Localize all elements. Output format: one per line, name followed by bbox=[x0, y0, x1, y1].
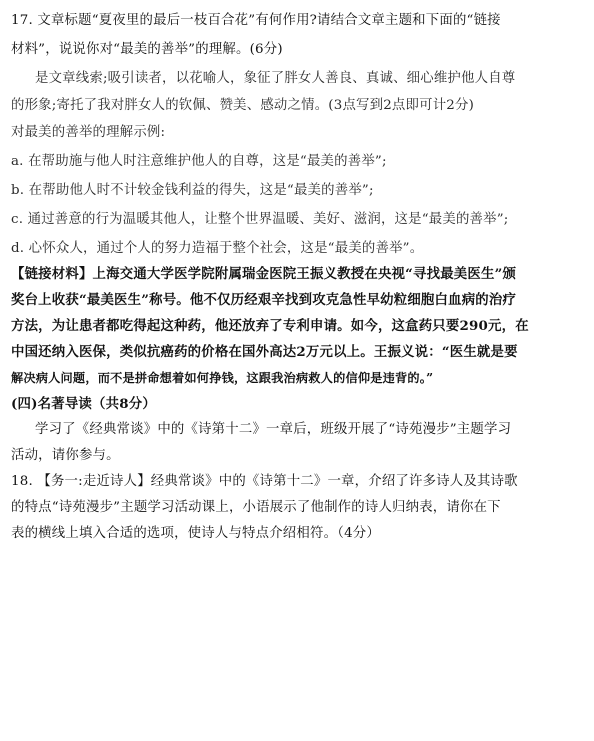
section-4-heading: (四)名著导读（共8分） bbox=[11, 396, 156, 412]
link-material-line-1: 【链接材料】上海交通大学医学院附属瑞金医院王振义教授在央视“寻找最美医生”颁 bbox=[11, 266, 517, 282]
question-18-line-1: 18. 【务一:走近诗人】经典常谈》中的《诗第十二》一章，介绍了许多诗人及其诗歌 bbox=[11, 474, 518, 489]
link-material-line-4: 中国还纳入医保，类似抗癌药的价格在国外高达2万元以上。王振义说：“医生就是要 bbox=[11, 344, 518, 360]
question-18-line-2: 的特点“诗苑漫步”主题学习活动课上，小语展示了他制作的诗人归纳表，请你在下 bbox=[11, 500, 501, 515]
answer-item-c: c. 通过善意的行为温暖其他人，让整个世界温暖、美好、滋润，这是“最美的善举”; bbox=[11, 212, 509, 227]
section-4-intro-line-1: 学习了《经典常谈》中的《诗第十二》一章后，班级开展了“诗苑漫步”主题学习 bbox=[35, 422, 512, 437]
answer-item-d: d. 心怀众人，通过个人的努力造福于整个社会，这是“最美的善举”。 bbox=[11, 241, 424, 256]
answer-line-2: 的形象;寄托了我对胖女人的钦佩、赞美、感动之情。(3点写到2点即可计2分) bbox=[11, 98, 475, 113]
question-17-line-1: 17. 文章标题“夏夜里的最后一枝百合花”有何作用?请结合文章主题和下面的“链接 bbox=[11, 13, 501, 28]
section-4-intro-line-2: 活动，请你参与。 bbox=[11, 448, 120, 463]
question-18-line-3: 表的横线上填入合适的选项，使诗人与特点介绍相符。（4分） bbox=[11, 526, 380, 541]
answer-line-1: 是文章线索;吸引读者，以花喻人，象征了胖女人善良、真诚、细心维护他人自尊 bbox=[35, 71, 516, 86]
link-material-line-2: 奖台上收获“最美医生”称号。他不仅历经艰辛找到攻克急性早幼粒细胞白血病的治疗 bbox=[11, 292, 517, 308]
answer-item-a: a. 在帮助施与他人时注意维护他人的自尊，这是“最美的善举”; bbox=[11, 154, 387, 169]
question-17-line-2: 材料”，说说你对“最美的善举”的理解。(6分) bbox=[11, 42, 283, 57]
answer-line-3: 对最美的善举的理解示例: bbox=[11, 125, 166, 140]
link-material-line-3: 方法，为让患者都吃得起这种药，他还放弃了专利申请。如今，这盒药只要290元，在 bbox=[11, 318, 529, 334]
answer-item-b: b. 在帮助他人时不计较金钱利益的得失，这是“最美的善举”; bbox=[11, 183, 374, 198]
link-material-line-5: 解决病人问题，而不是拼命想着如何挣钱，这跟我治病救人的信仰是违背的。” bbox=[11, 371, 434, 385]
